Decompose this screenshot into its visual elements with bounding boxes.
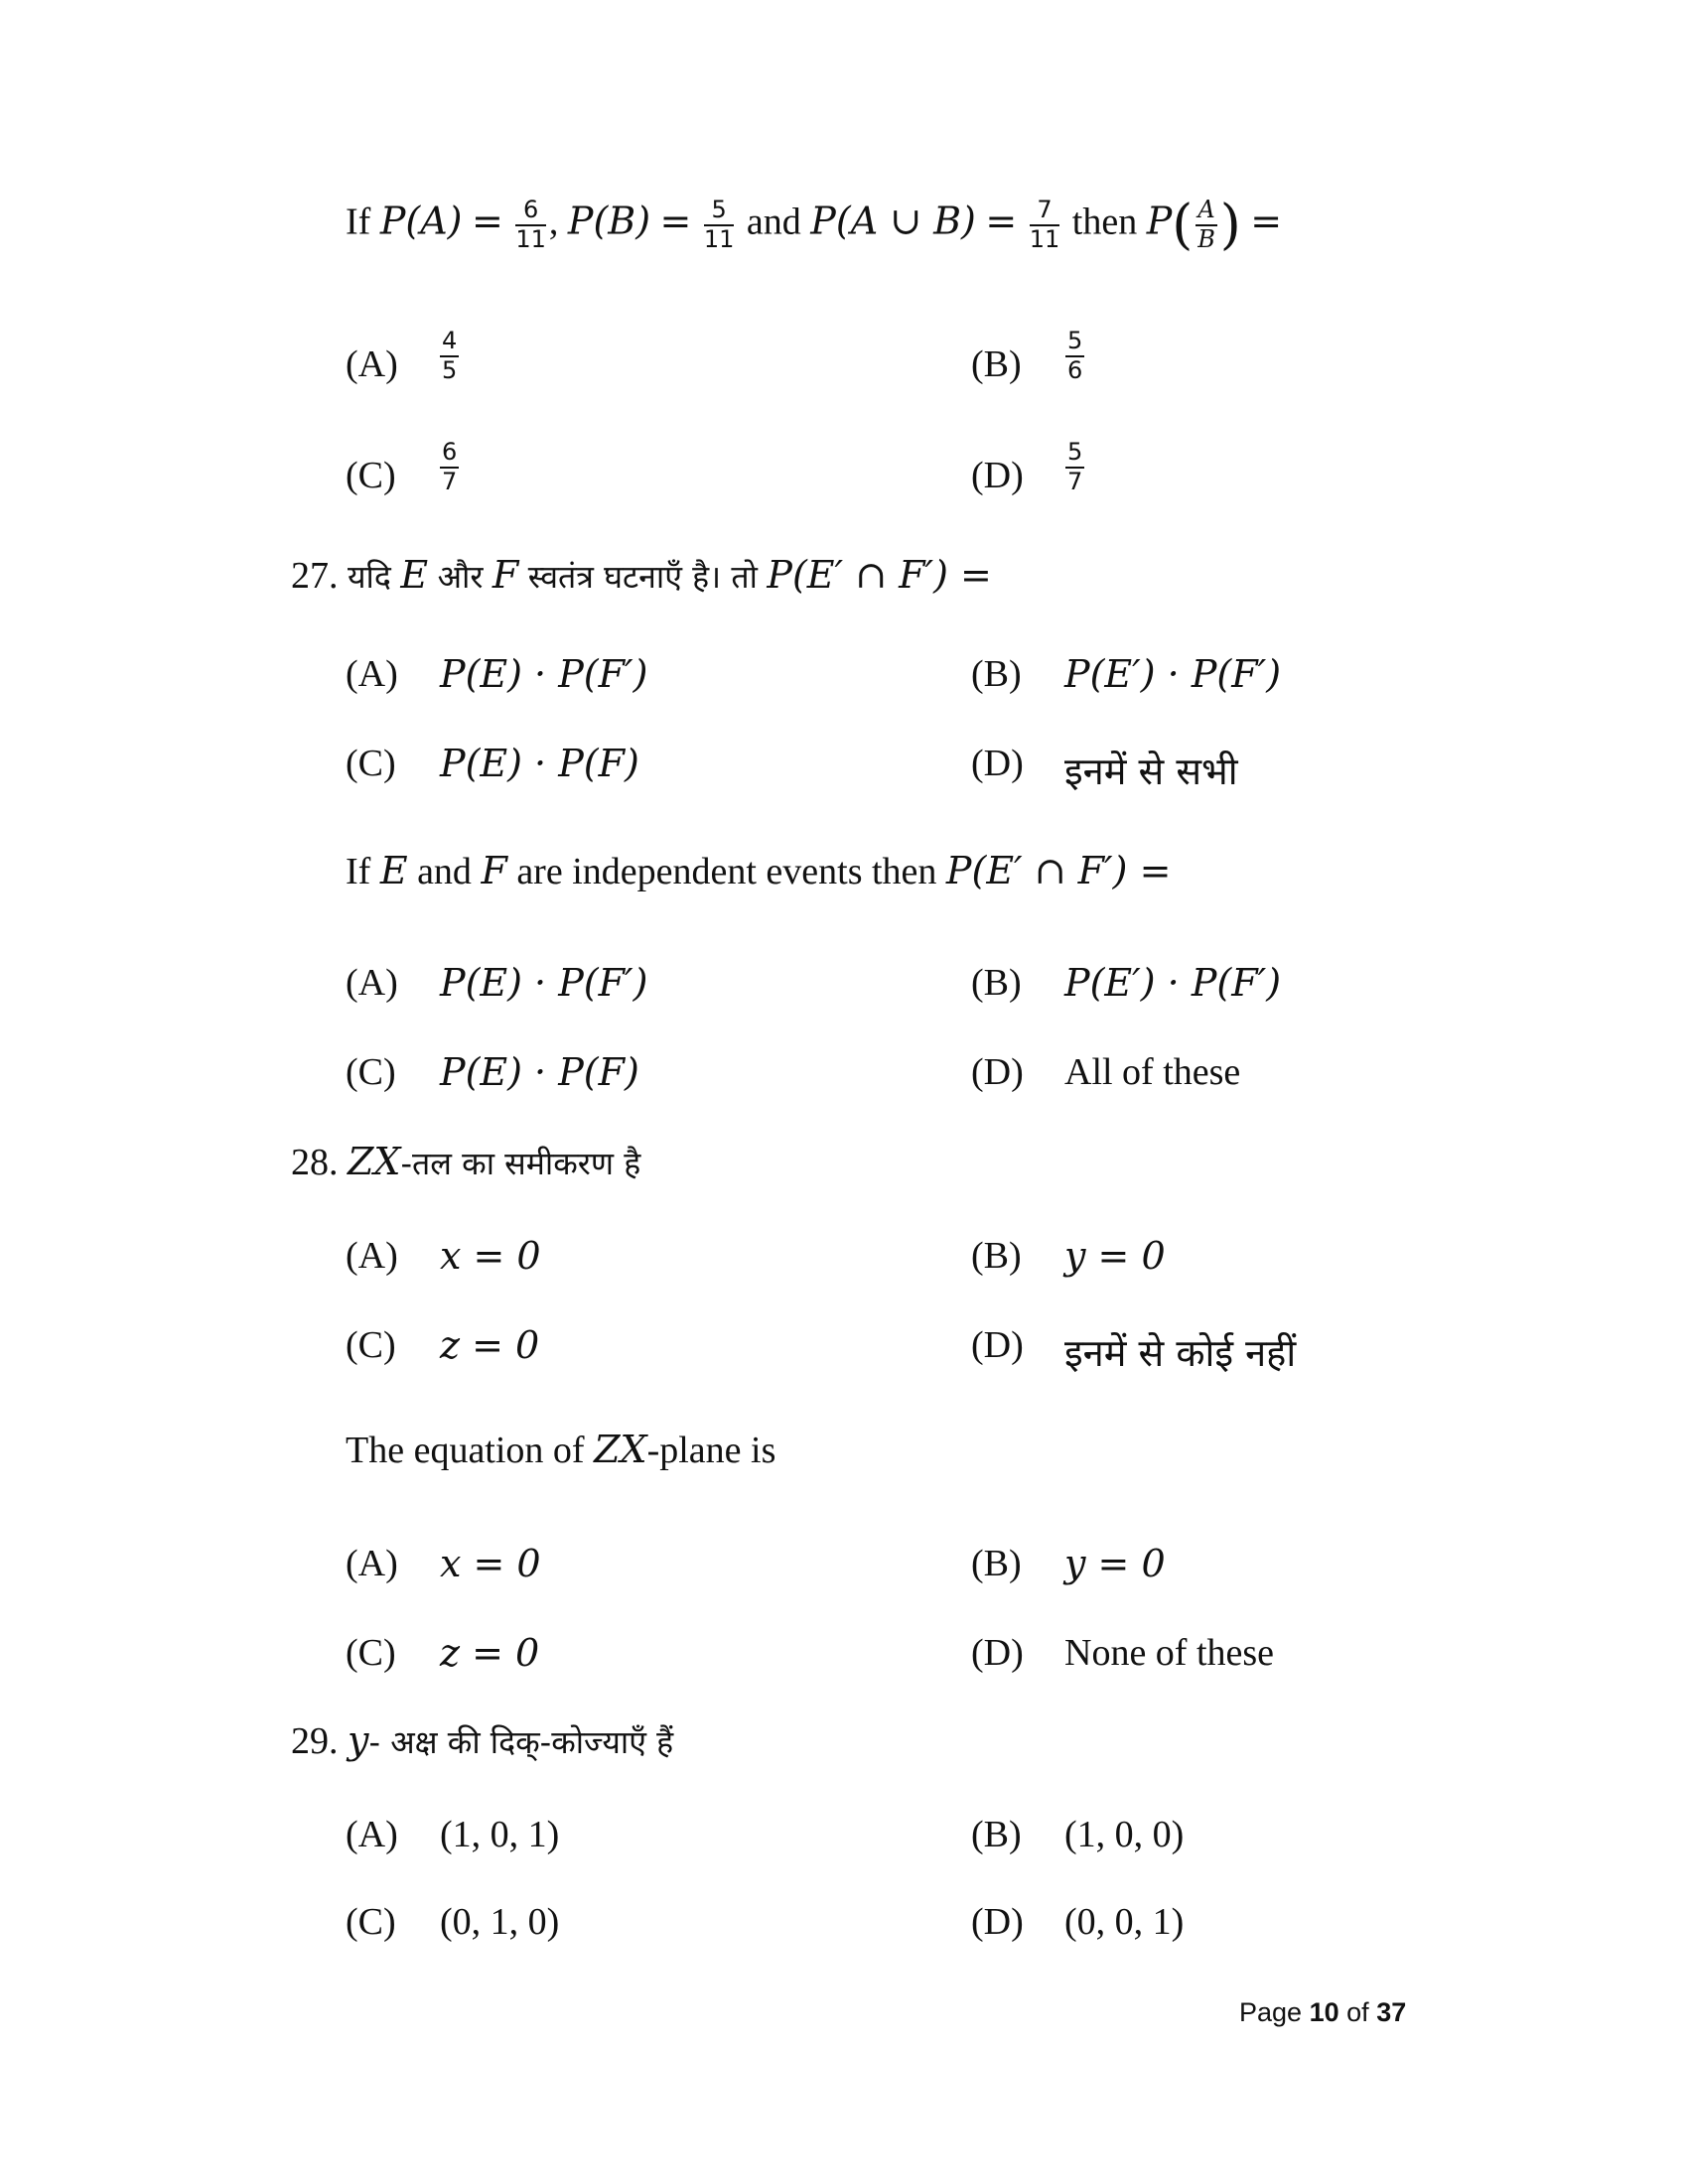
page-number bbox=[1239, 1997, 1406, 2028]
math-expression: P(E′ ∩ F′) = bbox=[767, 553, 992, 597]
option-value: P(E) · P(F) bbox=[440, 1050, 639, 1094]
equals-sign: = bbox=[985, 199, 1018, 243]
q28-stem-hindi bbox=[291, 1140, 641, 1183]
option-fraction bbox=[1065, 328, 1084, 384]
option-fraction bbox=[440, 328, 459, 384]
question-number: 28. bbox=[291, 1142, 339, 1183]
math-f: F bbox=[492, 553, 519, 597]
option-label: (B) bbox=[971, 1543, 1022, 1584]
option-label: (D) bbox=[971, 1901, 1024, 1943]
fraction-conditional bbox=[1196, 197, 1216, 253]
hindi-text: स्वतंत्र घटनाएँ है। तो bbox=[527, 558, 758, 596]
text: If bbox=[346, 851, 371, 892]
option-label: (C) bbox=[346, 1632, 396, 1674]
equals-sign: = bbox=[1250, 199, 1283, 243]
text: The equation of bbox=[346, 1430, 585, 1471]
fraction-denominator: 11 bbox=[1029, 224, 1060, 253]
option-label: (D) bbox=[971, 1324, 1024, 1366]
math-e: E bbox=[400, 553, 429, 597]
fraction-numerator: 7 bbox=[1037, 196, 1053, 223]
option-value: y = 0 bbox=[1064, 1542, 1166, 1585]
q26-pb: P(B) bbox=[567, 199, 651, 243]
equals-sign: = bbox=[471, 199, 503, 243]
option-value: P(E) · P(F′) bbox=[440, 652, 648, 696]
q26-if-text: If bbox=[346, 201, 371, 243]
text: and bbox=[417, 851, 472, 892]
q28-stem-english bbox=[346, 1428, 776, 1471]
fraction-pa bbox=[515, 197, 546, 253]
fraction-numerator: 5 bbox=[1067, 438, 1083, 466]
comma: , bbox=[548, 201, 559, 243]
fraction-numerator: 4 bbox=[442, 327, 458, 354]
fraction-denominator: B bbox=[1197, 224, 1215, 253]
of-word: of bbox=[1346, 1997, 1369, 2027]
option-value: (1, 0, 1) bbox=[440, 1814, 560, 1855]
text: -plane is bbox=[646, 1430, 776, 1471]
fraction-numerator: 5 bbox=[711, 196, 727, 223]
math-y: y bbox=[348, 1718, 369, 1762]
option-label: (C) bbox=[346, 1901, 396, 1943]
fraction-paub bbox=[1030, 197, 1060, 253]
option-label: (D) bbox=[971, 455, 1024, 496]
current-page: 10 bbox=[1309, 1997, 1339, 2027]
option-value: x = 0 bbox=[440, 1234, 541, 1278]
fraction-pb bbox=[704, 197, 735, 253]
question-number: 29. bbox=[291, 1720, 339, 1762]
option-label: (A) bbox=[346, 653, 398, 695]
option-value: P(E′) · P(F′) bbox=[1064, 652, 1282, 696]
option-value: y = 0 bbox=[1064, 1234, 1166, 1278]
option-label: (C) bbox=[346, 743, 396, 784]
option-value: इनमें से कोई नहीं bbox=[1064, 1331, 1297, 1375]
option-fraction bbox=[440, 439, 459, 495]
option-value: P(E′) · P(F′) bbox=[1064, 961, 1282, 1005]
q26-paub: P(A ∪ B) bbox=[810, 199, 976, 243]
q26-p: P bbox=[1146, 199, 1173, 243]
math-zx: ZX bbox=[348, 1140, 401, 1183]
option-value: None of these bbox=[1064, 1632, 1275, 1674]
option-value: (0, 0, 1) bbox=[1064, 1901, 1185, 1943]
option-label: (A) bbox=[346, 1543, 398, 1584]
hindi-text: - अक्ष की दिक्-कोज्याएँ हैं bbox=[368, 1723, 674, 1761]
option-value: (1, 0, 0) bbox=[1064, 1814, 1185, 1855]
option-label: (D) bbox=[971, 1051, 1024, 1093]
question-number: 27. bbox=[291, 555, 339, 597]
option-label: (D) bbox=[971, 743, 1024, 784]
option-value: z = 0 bbox=[440, 1631, 540, 1675]
fraction-denominator: 6 bbox=[1067, 355, 1083, 384]
q26-then-text: then bbox=[1071, 201, 1138, 243]
fraction-denominator: 7 bbox=[442, 467, 458, 495]
fraction-numerator: 6 bbox=[522, 196, 539, 223]
hindi-text: -तल का समीकरण है bbox=[400, 1145, 641, 1182]
q26-stem bbox=[346, 193, 1283, 256]
option-label: (B) bbox=[971, 962, 1022, 1004]
fraction-denominator: 7 bbox=[1067, 467, 1083, 495]
option-value: All of these bbox=[1064, 1051, 1241, 1093]
option-label: (A) bbox=[346, 1814, 398, 1855]
math-zx: ZX bbox=[594, 1428, 647, 1471]
fraction-denominator: 5 bbox=[442, 355, 458, 384]
q29-stem-hindi bbox=[291, 1718, 674, 1762]
q27-stem-hindi bbox=[291, 553, 992, 597]
text: are independent events then bbox=[516, 851, 937, 892]
math-expression: P(E′ ∩ F′) = bbox=[945, 849, 1172, 892]
option-value: (0, 1, 0) bbox=[440, 1901, 560, 1943]
option-label: (A) bbox=[346, 962, 398, 1004]
option-label: (B) bbox=[971, 343, 1022, 385]
option-value: P(E) · P(F′) bbox=[440, 961, 648, 1005]
page-word: Page bbox=[1239, 1997, 1303, 2027]
option-label: (D) bbox=[971, 1632, 1024, 1674]
option-label: (B) bbox=[971, 653, 1022, 695]
option-label: (C) bbox=[346, 455, 396, 496]
option-value: P(E) · P(F) bbox=[440, 742, 639, 785]
option-value: x = 0 bbox=[440, 1542, 541, 1585]
left-paren: ( bbox=[1172, 193, 1194, 256]
equals-sign: = bbox=[659, 199, 692, 243]
q27-stem-english bbox=[346, 849, 1172, 892]
option-label: (A) bbox=[346, 1235, 398, 1277]
total-pages: 37 bbox=[1376, 1997, 1407, 2027]
fraction-numerator: 5 bbox=[1067, 327, 1083, 354]
fraction-numerator: A bbox=[1197, 196, 1215, 223]
fraction-denominator: 11 bbox=[703, 224, 735, 253]
hindi-text: और bbox=[437, 558, 484, 596]
option-label: (A) bbox=[346, 343, 398, 385]
fraction-numerator: 6 bbox=[442, 438, 458, 466]
q26-pa: P(A) bbox=[379, 199, 463, 243]
math-e: E bbox=[379, 849, 408, 892]
fraction-denominator: 11 bbox=[515, 224, 546, 253]
hindi-text: यदि bbox=[348, 558, 391, 596]
option-value: z = 0 bbox=[440, 1323, 540, 1367]
right-paren: ) bbox=[1219, 193, 1241, 256]
math-f: F bbox=[481, 849, 507, 892]
q26-and-text: and bbox=[746, 201, 801, 243]
option-fraction bbox=[1065, 439, 1084, 495]
option-value: इनमें से सभी bbox=[1064, 750, 1238, 793]
option-label: (C) bbox=[346, 1324, 396, 1366]
option-label: (B) bbox=[971, 1814, 1022, 1855]
option-label: (C) bbox=[346, 1051, 396, 1093]
option-label: (B) bbox=[971, 1235, 1022, 1277]
